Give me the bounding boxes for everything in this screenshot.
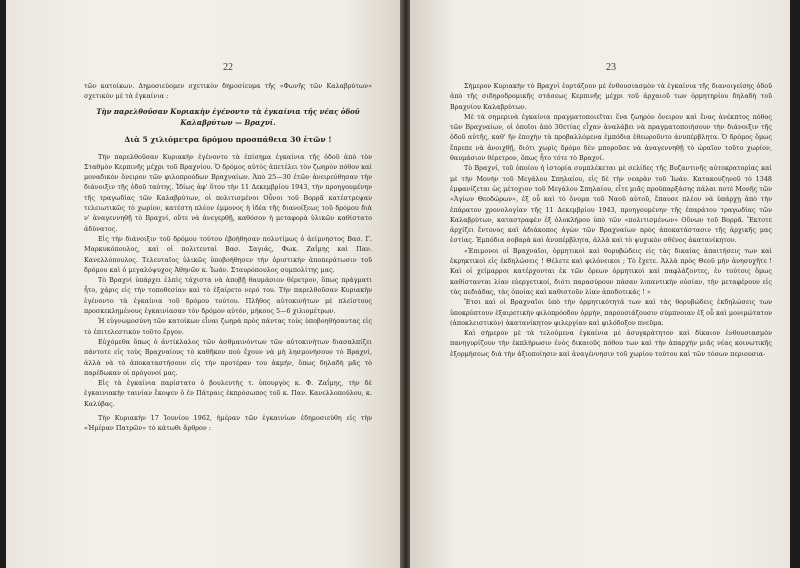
left-page bbox=[6, 0, 402, 568]
paragraph: Εὐχόμεθα ὅπως ὁ ἀντίκλαλος τῶν ἀσθμαινόντων τῶν αὐτοκινήτων διασαλπίζει πάντοτε εἰς τοὺς Βραχναίους τὸ καθῆκον ποὺ ἔχουν νὰ μὴ λησμονήσουν τὸ Βραχνί, ἀλλὰ νὰ τὸ ἀποκαταστήσουν εἰς τὴν προτέραν του ἀκμήν, ὅπως δηλαδὴ μᾶς τὸ παρέδωκαν οἱ πρόγονοί μας. bbox=[84, 337, 372, 377]
closing-paragraph: Τὴν Κυριακὴν 17 Ἰουνίου 1962, ἡμέραν τῶν ἐγκαινίων ἐδημοσιεύθη εἰς τὴν «Ἡμέραν Πατρῶν» τὸ κάτωθι ἄρθρον : bbox=[84, 414, 372, 433]
paragraph: Εἰς τὴν διάνοιξιν τοῦ δρόμου τούτου ἐβοήθησαν πολυτίμως ὁ ἀείμνηστος Βασ. Γ. Μαρκυκόπουλος, καὶ οἱ πολιτευταὶ Βασ. Σαγιάς, Φωκ. Ζαΐμης καὶ Παν. Κανελλόπουλος. Τελευταῖος ὑλικῶς ὑποβοήθησεν τὴν ὁριστικὴν ἀποπεράτωσιν τοῦ δρόμου καὶ ὁ μεγαλόψυχος Ἀθηνῶν κ. Ἰωάν. Σταυρόπουλος συμπολίτης μας. bbox=[84, 234, 372, 274]
page-number: 23 bbox=[606, 62, 616, 73]
paragraph: Ἡ εὐγνωμοσύνη τῶν κατοίκων εἶναι ζωηρὰ πρὸς πάντας τοὺς ὑποβοηθήσαντας εἰς τὸ ἐπιτελεστικὸν τοῦτο ἔργον. bbox=[84, 317, 372, 336]
paragraph: Σήμερον Κυριακὴν τὸ Βραχνὶ ἑορτάζουν μὲ ἐνθουσιασμὸν τὰ ἐγκαίνια τῆς διανοιγείσης ὁδοῦ ἀπὸ τῆς σιδηροδρομικῆς στάσεως Κερπινῆς μέχρι τοῦ ἀρχαιοῦ των ὁρμητηρίου δηλαδὴ τοῦ Βραχνίου Καλαβρύτων. bbox=[450, 82, 772, 111]
paragraph: Μὲ τὰ σημερινὰ ἐγκαίνια πραγματοποιεῖται ἕνα ζωηρὸν ὄνειρον καὶ ἕνας ἀνέκπτος πόθος τῶν Βραχναίων, οἱ ὁποῖοι ἀπὸ 30ετίας εἶχαν ἀναλάβει νὰ πραγματοποιήσουν τὴν διάνοιξιν τῆς ὁδοῦ αὐτῆς, καθ' ἣν ἐποχὴν τὰ προβαλλόμενα ἐμπόδια ἐθεωροῦντο ἀνυπέρβλητα. Ὁ δρόμος ὅμως ἔπρεπε νὰ ἀνοιχθῇ, διότι χωρὶς δρόμο δὲν μποροῦσε νὰ ἀναγεννηθῇ τὸ ὡραῖον τοῦτο χωρίον, θαυμάσιον θέρετρον, ὅπως ἦτο τότε τὸ Βραχνί. bbox=[450, 112, 772, 163]
paragraph: Καὶ σήμερον μὲ τὰ τελούμενα ἐγκαίνια μὲ ἀσυγκράτητον καὶ δίκαιον ἐνθουσιασμὸν πανηγυρίζουν τὴν ἐκπλήρωσιν ἑνὸς δικαιοῦς πόθου των καὶ τὴν ἀπαρχὴν μιᾶς νέας κοινωτικῆς ἐξορμήσεως διὰ τὴν ἀξιοποίησιν καὶ ἀναγέννησιν τοῦ χωρίου τούτου καὶ τῶν τόσων περιουσια- bbox=[450, 329, 772, 358]
right-page bbox=[410, 0, 790, 568]
paragraph: Τὸ Βραχνὶ ὑπάρχει ἐλπὶς τάχιστα νὰ ἀποβῇ θαυμάσιον θέρετρον, ὅπως πράγματι ἦτο, χάρις εἰς τὴν τοποθεσίαν καὶ τὸ ἐξαίρετο νερό του. Τὴν παρελθοῦσαν Κυριακὴν ἐγένοντο τὰ ἐγκαίνια τοῦ δρόμου τούτου. Πλῆθος αὐτοκινήτων μὲ πλείστους προσκεκλημένους ἐγκαινίασαν τὸν δρόμον αὐτόν, μήκους 5—6 χιλιομέτρων. bbox=[84, 276, 372, 316]
paragraph: «Ἐπιμονοι οἱ Βραχναῖοι, ὁρμητικοὶ καὶ θορυβώδεις εἰς τὰς δικαίας ἀπαιτήσεις των καὶ ἐκρηκτικοὶ εἰς ἐκδηλώσεις ! Θέλετε καὶ φιλόνεικοι ; Τὸ ἔχετε. Ἀλλὰ πρὸς Θεοῦ μὴν ἀνησυχῆτε ! Καὶ οἱ χείμαρροι κατέρχονται ἐκ τῶν ὄρεων ὁρμητικοὶ καὶ παφλάζοντες, ἐν τούτοις ὅμως καθίστανται λίαν εὐεργετικοί, διότι παρασύρουν πάσαν λιπαντικὴν οὐσίαν, τὴν μεταφέρουν εἰς τὰς πεδιάδας, τὰς ὁποίας καὶ καθιστοῦν λίαν ἀποδοτικάς ! » bbox=[450, 246, 772, 296]
paragraph: Τὴν παρελθοῦσαν Κυριακὴν ἐγένοντο τὰ ἐπίσημα ἐγκαίνια τῆς ὁδοῦ ἀπὸ τὸν Σταθμὸν Κερπινῆς μέχρι τοῦ Βραχνίου. Ὁ δρόμος αὐτὸς ἀπετέλει τὸν ζωηρὸν πόθον καὶ μοναδικὸν ὄνειρον τῶν φιλοπροόδων Βραχναίων. Ἀπὸ 25—30 ἐτῶν ἀνειρεύθησαν τὴν διάνοιξιν τῆς ὁδοῦ ταύτης. Ἰδίως ἀφ' ὅτου τὴν 11 Δεκεμβρίου 1943, τὴν προηγουμένην τῆς τραγωδίας τῶν Καλαβρύτων, οἱ πολιτισμένοι Οὗνοι τοῦ Βορρᾶ κατέστρεψαν τελειωτικῶς τὸ χωρίον, κατέστη πλέον ἐμμονος ἡ ἰδέα τῆς διανοίξεως τοῦ δρόμου διὰ ν' ἀναγεννηθῇ τὸ Βραχνί, οὔτε νὰ ἀνεγερθῇ, καθόσον ἡ μεταφορὰ ὑλικῶν καθίστατο ἀδύνατος. bbox=[84, 152, 372, 233]
paragraph: Τὸ Βραχνί, τοῦ ὁποίου ἡ ἱστορία συμπλέκεται μὲ σελίδες τῆς Βυζαντινῆς αὐτοκρατορίας καὶ μὲ τὴν Μονὴν τοῦ Μεγάλου Σπηλαίου, εἰς δὲ τὴν νεαρὰν τοῦ Ἰωάν. Κατακουζηνοῦ τὸ 1348 ἐμφανίζεται ὡς μέτοχιον τοῦ Μεγάλου Σπηλαίου, εἶτε μιᾶς προϋπαρξάσης πάλαι ποτὲ Μονῆς τῶν «Ἁγίων Θεοδώρων», ἐξ οὗ καὶ τὸ ὄνομα τοῦ Ναοῦ αὐτοῦ, ἔπαυσε πλέον νὰ ὑπάρχῃ ἀπὸ τὴν ἐπάρατον χρονολογίαν τῆς 11 Δεκεμβρίου 1943, προηγουμένην τῆς ἐπαράτου τραγωδίας τῶν Καλαβρύτων, καταστραφὲν ἐξ ὁλοκλήρου ὑπὸ τῶν «πολιτισμένων» Οὔνων τοῦ Βορρᾶ. Ἔκτοτε ἀρχίζει ἔντονος καὶ ἀδιάκοπος ἀγὼν τῶν Βραχναίων πρὸς ἀποκατάστασιν τῆς ἀρχικῆς μας ἑστίας. Ἐμπόδια σοβαρὰ καὶ ἀνυπέρβλητα, ἀλλὰ καὶ τὸ ψυχικὸν σθένος ἀκατανίκητον. bbox=[450, 164, 772, 245]
paragraph: Εἰς τὰ ἐγκαίνια παρίστατο ὁ βουλευτὴς τ. ὑπουργὸς κ. Φ. Ζαΐμης, τὴν δὲ ἐγκαινιακὴν ταινίαν ἔκοψεν ὁ ἐν Πάτραις ἐκπρόσωπος τοῦ κ. Παν. Κανελλοπούλου, κ. Καλύβας. bbox=[84, 379, 372, 408]
paragraph: Ἔτσι καὶ οἱ Βραχναῖοι ὑπὸ τὴν ὁρμητικότητά των καὶ τὰς θορυβώδεις ἐκδηλώσεις των ὑποκρύπτουν ἐξαιρετικὴν φιλοπρόοδον ὁρμήν, παρουσιάζουσιν σύμπνοιαν ἐξ οὗ καὶ μονιμώτατον (ἀποκλειστικὸν) ἀκατανίκητον φιλεργίαν καὶ φιλόδοξον πνεῦμα. bbox=[450, 298, 772, 327]
intro-paragraph: τῶν κατοίκων. Δημοσιεύομεν σχετικὸν δημοσίευμα τῆς «Φωνῆς τῶν Καλαβρύτων» σχετικὸν μὲ τὰ ἐγκαίνια : bbox=[84, 82, 372, 101]
italic-heading: Τὴν παρελθοῦσαν Κυριακὴν ἐγένοντο τὰ ἐγκαίνια τῆς νέας ὁδοῦ Καλαβρύτων — Βραχνί. bbox=[96, 106, 360, 127]
bold-heading: Διὰ 5 χιλιόμετρα δρόμου προσπάθεια 30 ἐτῶν ! bbox=[124, 134, 332, 144]
page-number: 22 bbox=[223, 62, 233, 73]
